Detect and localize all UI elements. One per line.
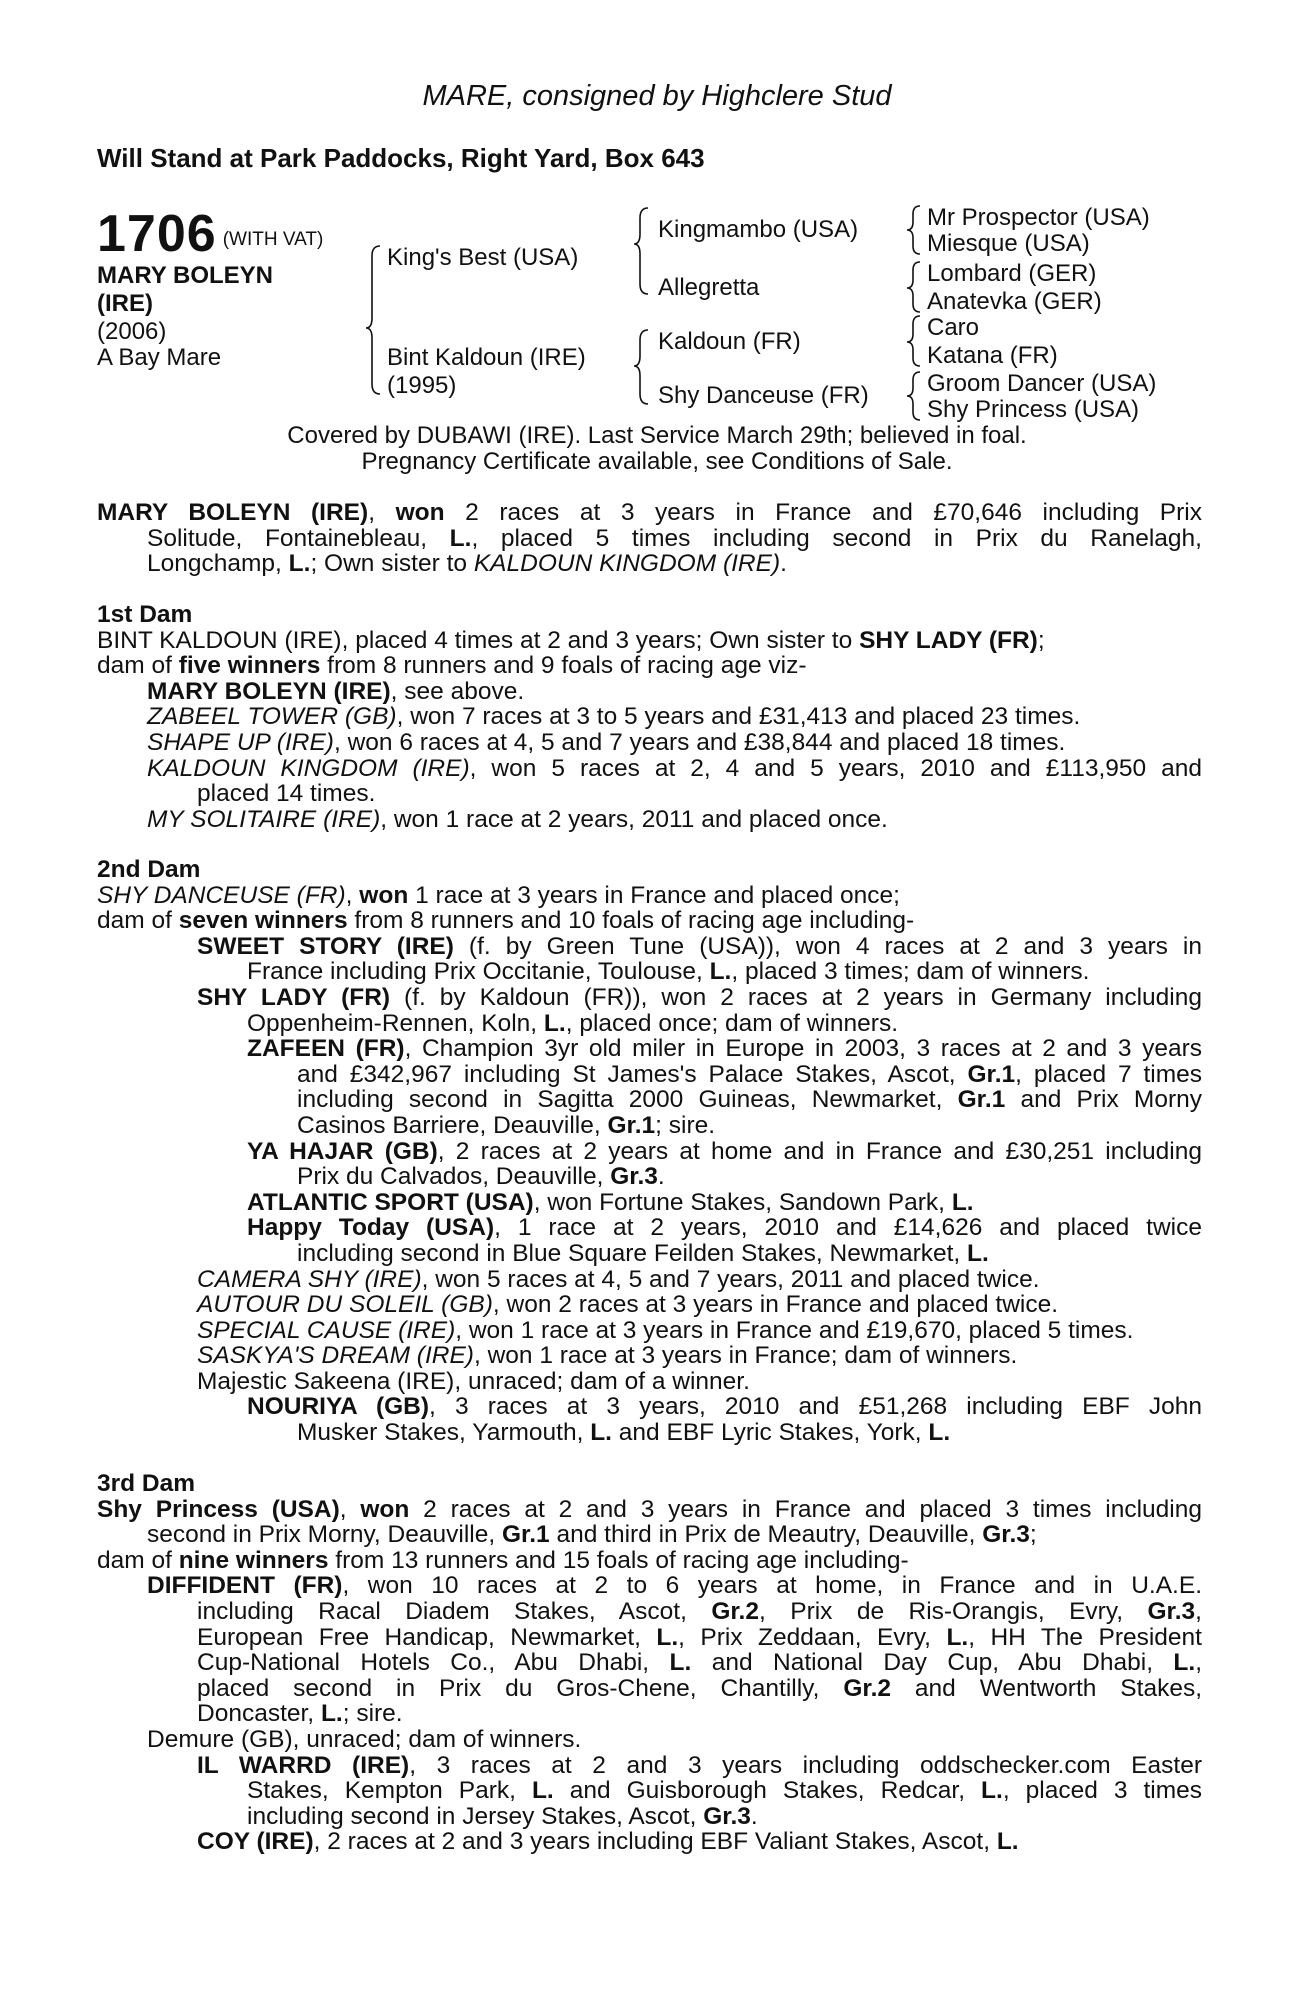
text-line: IL WARRD (IRE), 3 races at 2 and 3 years including oddschecker.com Easter xyxy=(197,1751,1202,1779)
pedigree-gen3-4: Anatevka (GER) xyxy=(927,288,1102,315)
text-line: Happy Today (USA), 1 race at 2 years, 2010 and £14,626 and placed twice xyxy=(247,1214,1202,1242)
text-line: DIFFIDENT (FR), won 10 races at 2 to 6 years at home, in France and in U.A.E. xyxy=(147,1572,1202,1600)
text-line: European Free Handicap, Newmarket, L., Prix Zeddaan, Evry, L., HH The President xyxy=(197,1623,1202,1651)
text-line: including second in Jersey Stakes, Ascot, Gr.3. xyxy=(247,1802,758,1830)
text-line: dam of nine winners from 13 runners and 15 foals of racing age including- xyxy=(97,1546,909,1574)
text-line: including second in Sagitta 2000 Guineas, Newmarket, Gr.1 and Prix Morny xyxy=(297,1086,1202,1114)
horse-name-line1: MARY BOLEYN xyxy=(97,262,274,289)
text-line: France including Prix Occitanie, Toulouse, L., placed 3 times; dam of winners. xyxy=(247,958,1090,986)
text-line: SWEET STORY (IRE) (f. by Green Tune (USA)), won 4 races at 2 and 3 years in xyxy=(197,932,1202,960)
pregnancy-note: Pregnancy Certificate available, see Conditions of Sale. xyxy=(361,448,953,475)
text-line: dam of five winners from 8 runners and 9 foals of racing age viz- xyxy=(97,652,807,680)
horse-name-line2: (IRE) xyxy=(97,290,153,317)
text-line: NOURIYA (GB), 3 races at 3 years, 2010 and £51,268 including EBF John xyxy=(247,1393,1203,1421)
text-line: AUTOUR DU SOLEIL (GB), won 2 races at 3 years in France and placed twice. xyxy=(197,1291,1059,1319)
text-line: Solitude, Fontainebleau, L., placed 5 times including second in Prix du Ranelagh, xyxy=(147,524,1202,552)
text-line: SPECIAL CAUSE (IRE), won 1 race at 3 years in France and £19,670, placed 5 times. xyxy=(197,1316,1134,1344)
pedigree-sire: King's Best (USA) xyxy=(387,244,579,271)
text-line: Musker Stakes, Yarmouth, L. and EBF Lyric Stakes, York, L. xyxy=(297,1419,951,1447)
text-line: CAMERA SHY (IRE), won 5 races at 4, 5 and 7 years, 2011 and placed twice. xyxy=(197,1265,1040,1293)
third-dam-heading: 3rd Dam xyxy=(97,1470,196,1497)
bracket-dam xyxy=(634,330,648,404)
list-item: SHAPE UP (IRE), won 6 races at 4, 5 and 7 years and £38,844 and placed 18 times. xyxy=(147,728,1066,756)
pedigree-dam-year: (1995) xyxy=(387,372,457,399)
bracket-g3 xyxy=(907,316,920,366)
text-line: Prix du Calvados, Deauville, Gr.3. xyxy=(297,1163,665,1191)
covered-note: Covered by DUBAWI (IRE). Last Service March 29th; believed in foal. xyxy=(287,422,1027,449)
list-item-continued: placed 14 times. xyxy=(197,780,376,808)
second-dam-heading: 2nd Dam xyxy=(97,856,201,883)
text-line: dam of seven winners from 8 runners and 10 foals of racing age including- xyxy=(97,907,915,935)
list-item: KALDOUN KINGDOM (IRE), won 5 races at 2, 4 and 5 years, 2010 and £113,950 and xyxy=(147,754,1202,782)
pedigree-dam: Bint Kaldoun (IRE) xyxy=(387,344,586,371)
bracket-gen1 xyxy=(366,246,380,394)
pedigree-gen3-6: Katana (FR) xyxy=(927,342,1058,369)
text-line: Cup-National Hotels Co., Abu Dhabi, L. and National Day Cup, Abu Dhabi, L., xyxy=(197,1649,1203,1677)
text-line: and £342,967 including St James's Palace Stakes, Ascot, Gr.1, placed 7 times xyxy=(297,1060,1203,1088)
text-line: including second in Blue Square Feilden Stakes, Newmarket, L. xyxy=(297,1239,989,1267)
horse-year: (2006) xyxy=(97,318,167,345)
bracket-g4 xyxy=(907,372,920,420)
first-dam-section xyxy=(97,602,1202,832)
list-item: MARY BOLEYN (IRE), see above. xyxy=(147,677,525,705)
text-line: Doncaster, L.; sire. xyxy=(197,1700,403,1728)
text-line: SHY LADY (FR) (f. by Kaldoun (FR)), won 2 races at 2 years in Germany including xyxy=(197,983,1202,1011)
horse-name: MARY BOLEYN (IRE) xyxy=(97,499,369,526)
pedigree-gen3-3: Lombard (GER) xyxy=(927,260,1097,287)
text-line: placed second in Prix du Gros-Chene, Chantilly, Gr.2 and Wentworth Stakes, xyxy=(197,1674,1202,1702)
bracket-sire xyxy=(634,208,648,294)
pedigree-sire-sire: Kingmambo (USA) xyxy=(658,216,859,243)
third-dam-section xyxy=(97,1471,1202,1855)
pedigree-dam-dam: Shy Danceuse (FR) xyxy=(658,382,869,409)
stand-location: Will Stand at Park Paddocks, Right Yard, Box 643 xyxy=(97,143,705,173)
pedigree-gen3-8: Shy Princess (USA) xyxy=(927,396,1140,423)
first-dam-heading: 1st Dam xyxy=(97,601,193,628)
text-line: Longchamp, L.; Own sister to KALDOUN KINGDOM (IRE). xyxy=(147,550,787,578)
bracket-g2 xyxy=(907,262,920,312)
text-line: ZAFEEN (FR), Champion 3yr old miler in Europe in 2003, 3 races at 2 and 3 years xyxy=(247,1035,1202,1063)
list-item: ZABEEL TOWER (GB), won 7 races at 3 to 5 years and £31,413 and placed 23 times. xyxy=(147,703,1081,731)
bracket-g1 xyxy=(907,206,920,254)
pedigree-dam-sire: Kaldoun (FR) xyxy=(658,328,801,355)
text-line: Shy Princess (USA), won 2 races at 2 and 3 years in France and placed 3 times including xyxy=(97,1495,1202,1523)
pedigree-gen3-7: Groom Dancer (USA) xyxy=(927,370,1157,397)
text-line: Stakes, Kempton Park, L. and Guisborough Stakes, Redcar, L., placed 3 times xyxy=(247,1777,1202,1805)
horse-description: A Bay Mare xyxy=(97,344,222,371)
text-line: Majestic Sakeena (IRE), unraced; dam of a winner. xyxy=(197,1367,750,1395)
pedigree-brackets xyxy=(0,0,1314,440)
horse-summary xyxy=(97,500,1202,577)
consignor-title: MARE, consigned by Highclere Stud xyxy=(422,80,892,112)
text-line: ATLANTIC SPORT (USA), won Fortune Stakes, Sandown Park, L. xyxy=(247,1188,974,1216)
pedigree-sire-dam: Allegretta xyxy=(658,274,760,301)
text-line: COY (IRE), 2 races at 2 and 3 years including EBF Valiant Stakes, Ascot, L. xyxy=(197,1828,1019,1856)
text-line: Casinos Barriere, Deauville, Gr.1; sire. xyxy=(297,1111,716,1139)
text-line: YA HAJAR (GB), 2 races at 2 years at home and in France and £30,251 including xyxy=(247,1137,1202,1165)
text-line: MARY BOLEYN (IRE), won 2 races at 3 years in France and £70,646 including Prix xyxy=(97,499,1203,526)
text-line: second in Prix Morny, Deauville, Gr.1 and third in Prix de Meautry, Deauville, Gr.3; xyxy=(147,1521,1037,1549)
pedigree-gen3-2: Miesque (USA) xyxy=(927,230,1090,257)
pedigree-gen3-1: Mr Prospector (USA) xyxy=(927,204,1150,231)
vat-note: (WITH VAT) xyxy=(222,229,324,250)
text-line: including Racal Diadem Stakes, Ascot, Gr.2, Prix de Ris-Orangis, Evry, Gr.3, xyxy=(197,1597,1202,1625)
second-dam-section xyxy=(97,857,1202,1446)
text-line: Demure (GB), unraced; dam of winners. xyxy=(147,1725,582,1753)
text-line: SHY DANCEUSE (FR), won 1 race at 3 years in France and placed once; xyxy=(97,881,900,909)
lot-number: 1706 xyxy=(97,205,217,263)
pedigree-gen3-5: Caro xyxy=(927,314,980,341)
list-item: MY SOLITAIRE (IRE), won 1 race at 2 years, 2011 and placed once. xyxy=(147,805,888,833)
text-line: Oppenheim-Rennen, Koln, L., placed once; dam of winners. xyxy=(247,1009,898,1037)
text-line: BINT KALDOUN (IRE), placed 4 times at 2 and 3 years; Own sister to SHY LADY (FR); xyxy=(97,626,1045,654)
text-line: SASKYA'S DREAM (IRE), won 1 race at 3 years in France; dam of winners. xyxy=(197,1342,1018,1370)
